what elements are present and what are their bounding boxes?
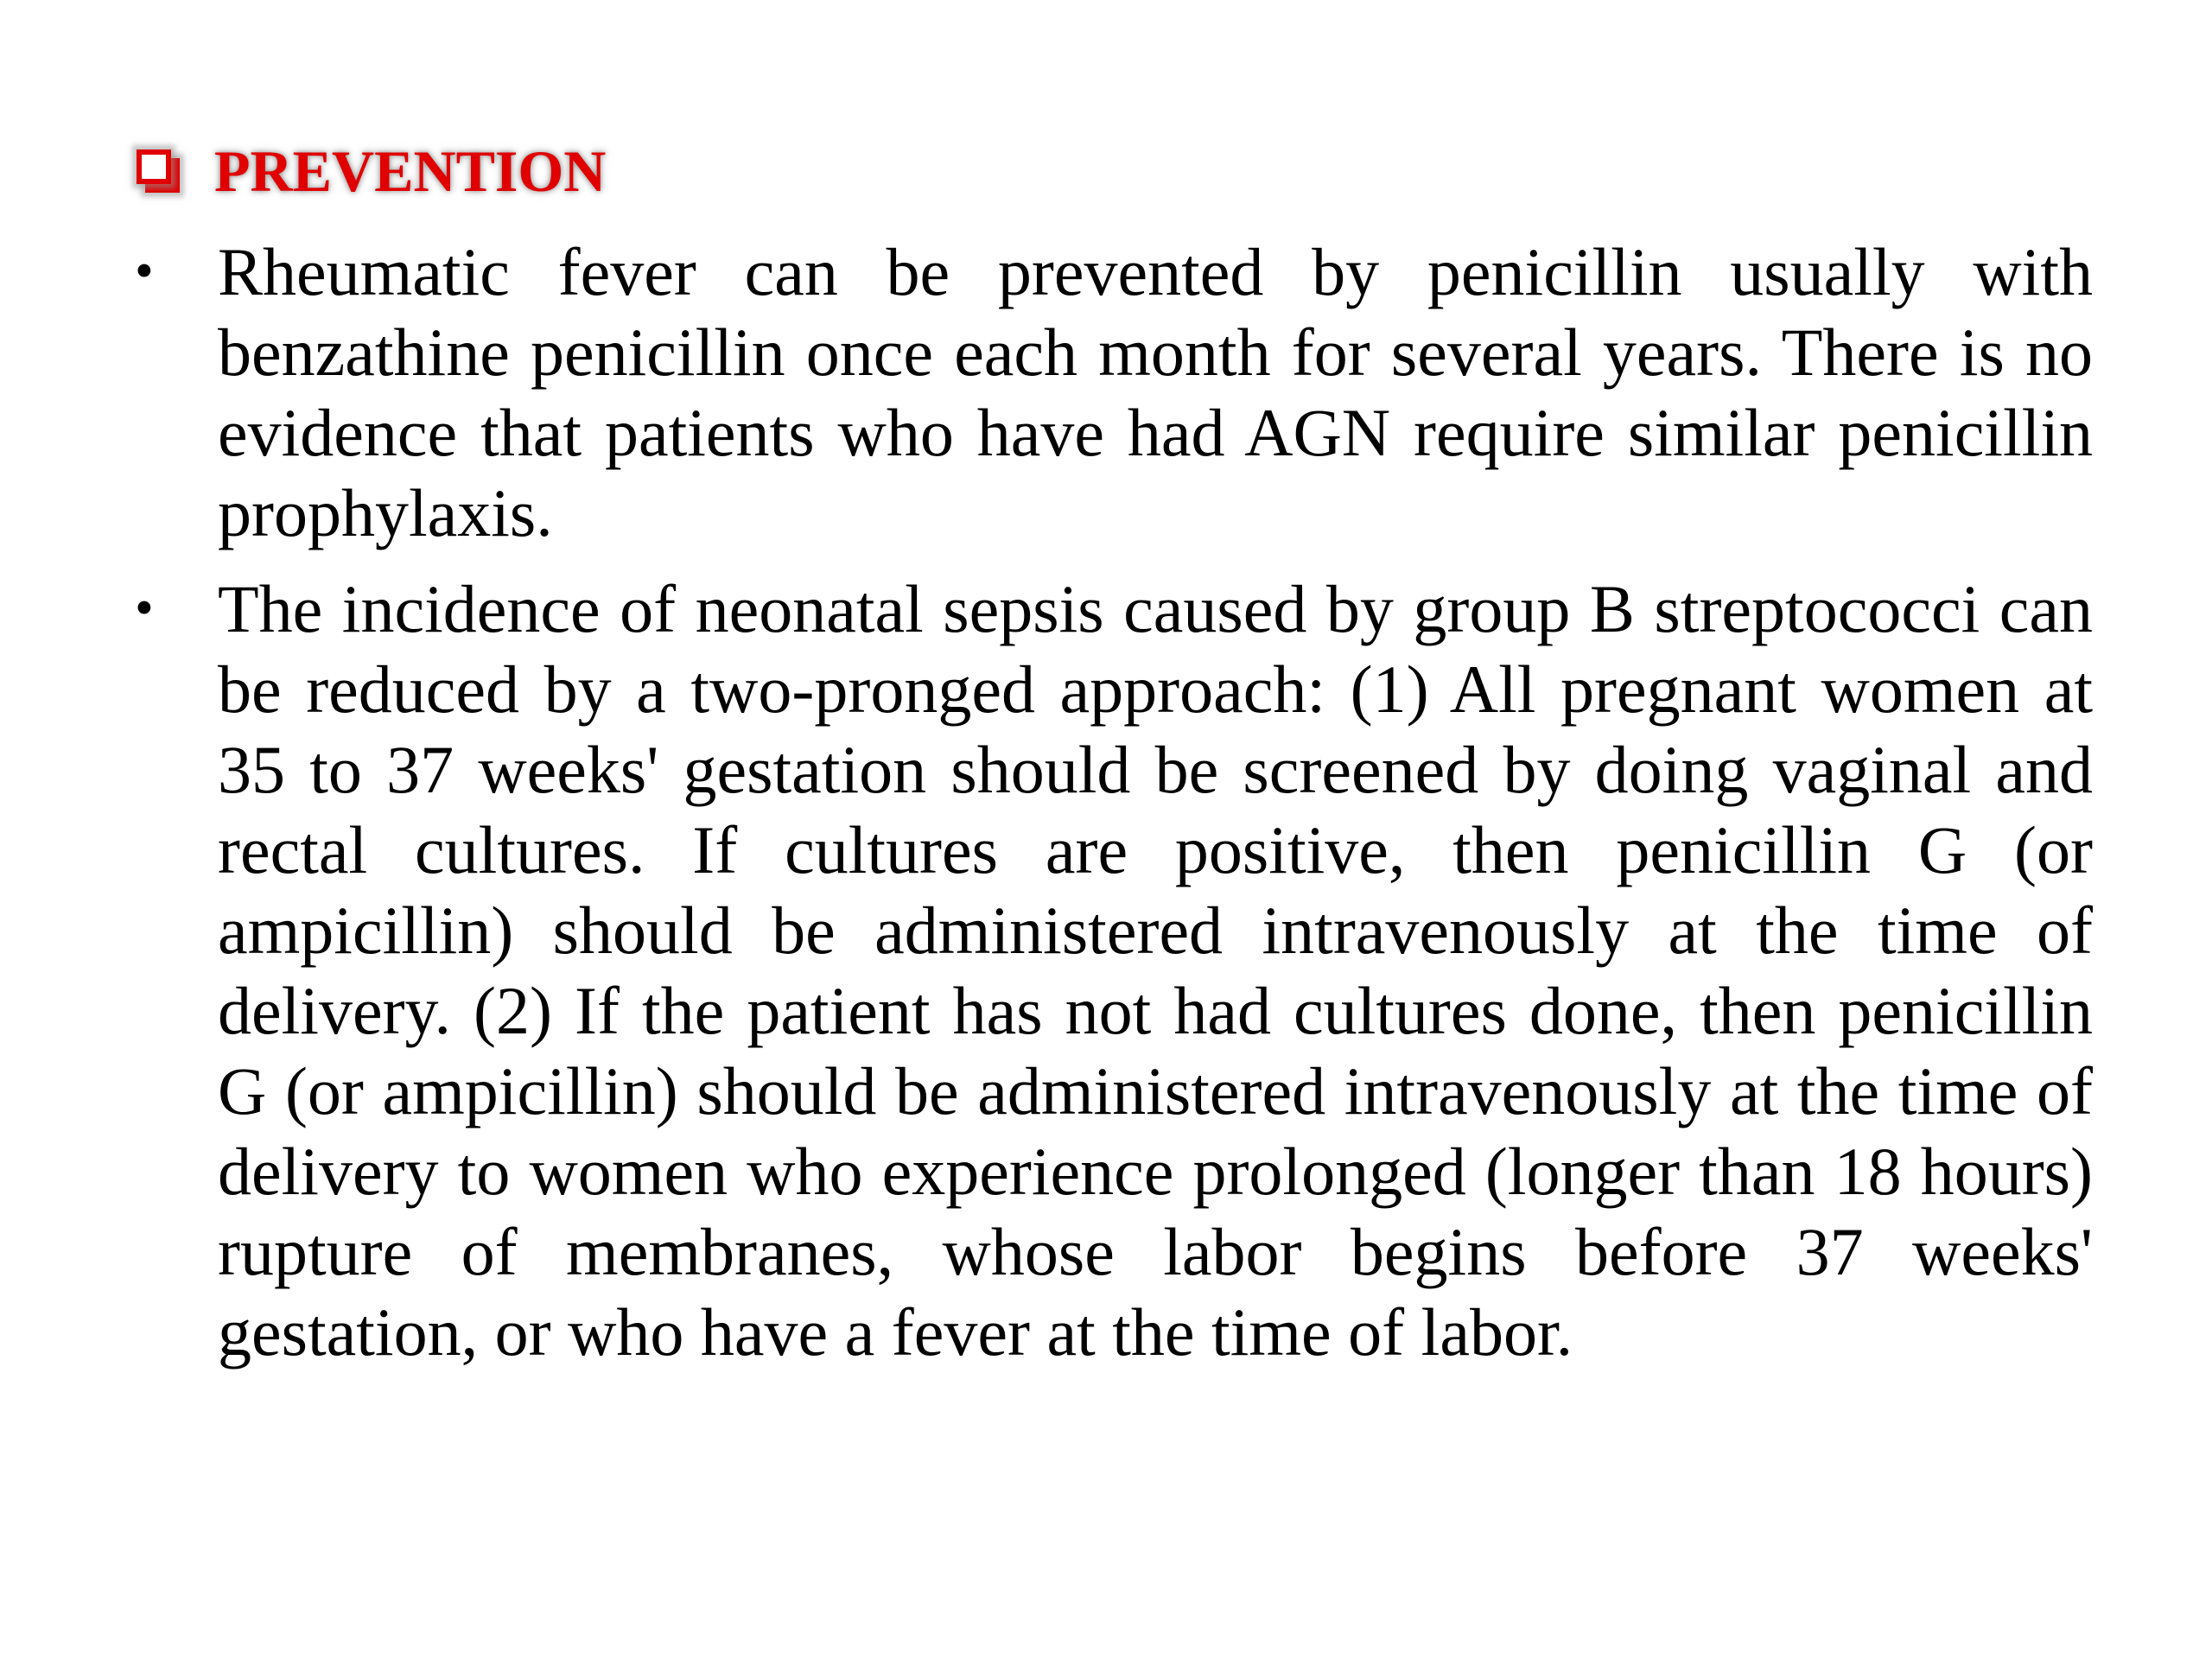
bullet-text: Rheumatic fever can be prevented by penicillin usually with benzathine penicillin once each month for several years. There is no evidence that patients who have had AGN require similar penicillin prophylaxis. bbox=[218, 234, 2093, 550]
bullet-item-rheumatic-fever bbox=[131, 232, 2093, 553]
bullet-text: The incidence of neonatal sepsis caused by group B streptococci can be reduced by a two-pronged approach: (1) All pregnant women at 35 to 37 weeks' gestation should be screened by doing vaginal and rectal cultures. If cultures are positive, then penicillin G (or ampicillin) should be administered intravenously at the time of delivery. (2) If the patient has not had cultures done, then penicillin G (or ampicillin) should be administered intravenously at the time of delivery to women who experience prolonged (longer than 18 hours) rupture of membranes, whose labor begins before 37 weeks' gestation, or who have a fever at the time of labor. bbox=[218, 571, 2093, 1370]
heading-title: PREVENTION bbox=[214, 138, 607, 204]
checkbox-icon bbox=[137, 149, 180, 193]
bullet-item-neonatal-sepsis bbox=[131, 569, 2093, 1372]
bullet-dot-icon: • bbox=[135, 242, 154, 301]
section-heading bbox=[137, 137, 606, 206]
bullet-dot-icon: • bbox=[135, 579, 154, 638]
bullet-list bbox=[131, 232, 2093, 1388]
